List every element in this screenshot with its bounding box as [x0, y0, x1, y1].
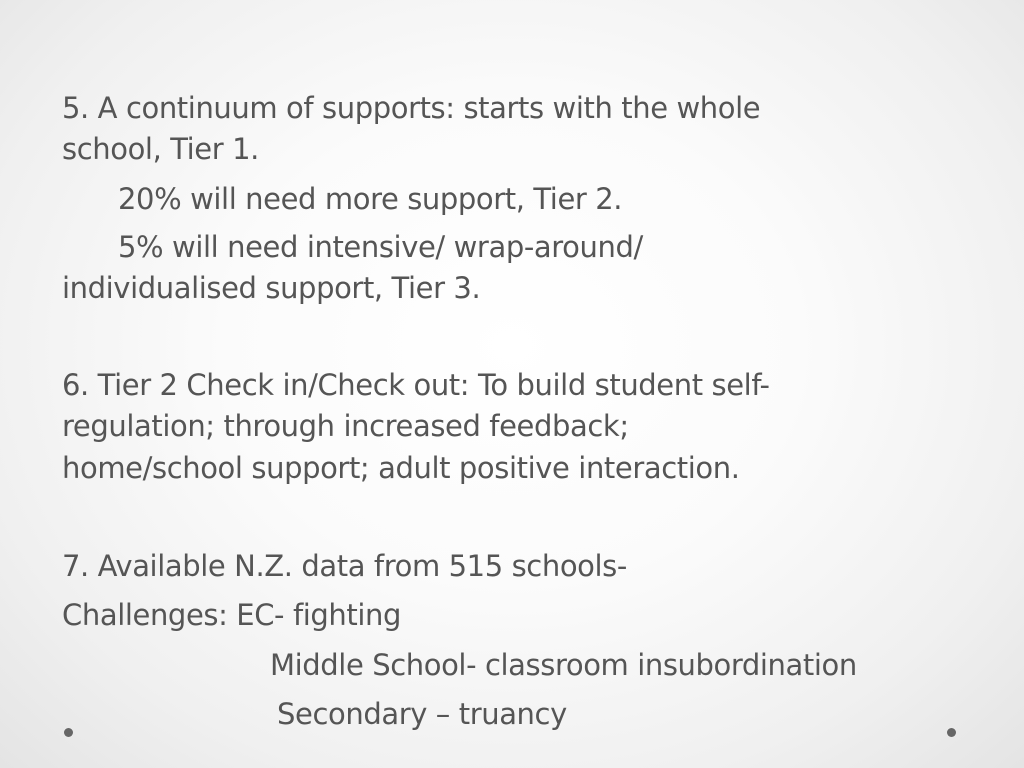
- item-5-line: school, Tier 1.: [62, 132, 259, 166]
- item-7-line: Challenges: EC- fighting: [62, 598, 402, 632]
- bullet-dot-icon: [64, 728, 73, 737]
- item-6-line: home/school support; adult positive interaction.: [62, 451, 740, 485]
- item-5-indented-line: 5% will need intensive/ wrap-around/: [118, 230, 643, 264]
- item-7-indented-line: Middle School- classroom insubordination: [270, 648, 857, 682]
- item-5-line: 5. A continuum of supports: starts with the whole: [62, 91, 761, 125]
- item-5-indented-line: 20% will need more support, Tier 2.: [118, 182, 623, 216]
- item-6-line: regulation; through increased feedback;: [62, 409, 629, 443]
- bullet-dot-icon: [947, 728, 956, 737]
- item-5-line: individualised support, Tier 3.: [62, 271, 481, 305]
- item-6-line: 6. Tier 2 Check in/Check out: To build student self-: [62, 368, 770, 402]
- item-7-indented-line: Secondary – truancy: [277, 697, 567, 731]
- item-7-line: 7. Available N.Z. data from 515 schools-: [62, 549, 627, 583]
